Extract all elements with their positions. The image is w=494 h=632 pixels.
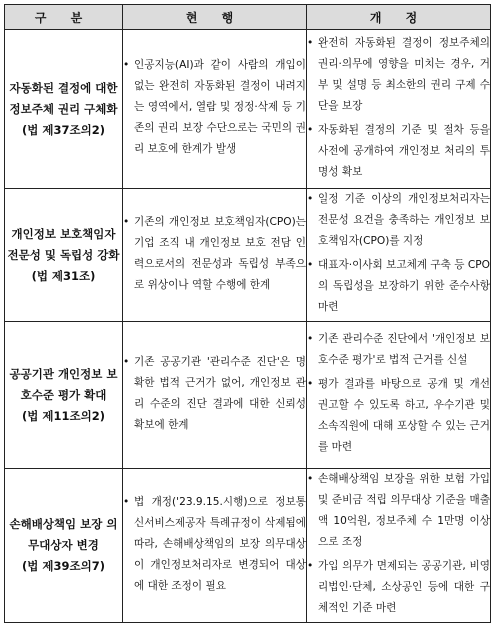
revised-cell bbox=[307, 469, 491, 623]
bullet-item: • 손해배상책임 보장을 위한 보험 가입 및 준비금 적립 의무대상 기준을 매출액 10억원, 정보주체 수 1만명 이상으로 조정 bbox=[307, 469, 490, 553]
bullet-list bbox=[123, 492, 306, 597]
bullet-list bbox=[123, 212, 306, 296]
revised-cell bbox=[307, 322, 491, 469]
category-title: 공공기관 개인정보 보호수준 평가 확대 bbox=[9, 366, 118, 402]
bullet-list bbox=[307, 469, 490, 619]
bullet-item: • 완전히 자동화된 결정이 정보주체의 권리·의무에 영향을 미치는 경우, 거부 및 설명 등 최소한의 권리 구제 수단을 보장 bbox=[307, 33, 490, 117]
header-category: 구 분 bbox=[5, 5, 123, 30]
row-category bbox=[5, 469, 123, 623]
bullet-list bbox=[123, 55, 306, 160]
row-category bbox=[5, 189, 123, 322]
current-cell bbox=[123, 30, 307, 189]
bullet-list bbox=[307, 329, 490, 458]
current-cell bbox=[123, 189, 307, 322]
header-revised: 개 정 bbox=[307, 5, 491, 30]
row-category bbox=[5, 30, 123, 189]
bullet-list bbox=[307, 189, 490, 318]
current-cell bbox=[123, 322, 307, 469]
category-law-ref: (법 제39조의7) bbox=[22, 559, 105, 573]
category-law-ref: (법 제37조의2) bbox=[22, 122, 105, 137]
bullet-item: • 기존 관리수준 진단에서 '개인정보 보호수준 평가'로 법적 근거를 신설 bbox=[307, 329, 490, 371]
bullet-item: • 일정 기준 이상의 개인정보처리자는 전문성 요건을 충족하는 개인정보 보호책임자(CPO)를 지정 bbox=[307, 189, 490, 252]
revised-cell bbox=[307, 189, 491, 322]
header-row bbox=[5, 5, 491, 30]
bullet-item: • 기존 공공기관 '관리수준 진단'은 명확한 법적 근거가 없어, 개인정보 관리 수준의 진단 결과에 대한 신뢰성 확보에 한계 bbox=[123, 352, 306, 436]
header-current: 현 행 bbox=[123, 5, 307, 30]
bullet-item: • 대표자·이사회 보고체계 구축 등 CPO의 독립성을 보장하기 위한 준수사항 마련 bbox=[307, 255, 490, 318]
table-row bbox=[5, 30, 491, 189]
table-row bbox=[5, 322, 491, 469]
category-law-ref: (법 제31조) bbox=[31, 268, 96, 283]
current-cell bbox=[123, 469, 307, 623]
row-category bbox=[5, 322, 123, 469]
bullet-item: • 자동화된 결정의 기준 및 절차 등을 사전에 공개하여 개인정보 처리의 투명성 확보 bbox=[307, 120, 490, 183]
table-row bbox=[5, 189, 491, 322]
bullet-item: • 가입 의무가 면제되는 공공기관, 비영리법인·단체, 소상공인 등에 대한 구체적인 기준 마련 bbox=[307, 556, 490, 619]
bullet-list bbox=[307, 33, 490, 183]
table-row bbox=[5, 469, 491, 623]
bullet-item: • 법 개정('23.9.15.시행)으로 정보통신서비스제공자 특례규정이 삭제됨에 따라, 손해배상책임의 보장 의무대상이 개인정보처리자로 변경되어 대상에 대한 조정이 필요 bbox=[123, 492, 306, 597]
comparison-table bbox=[4, 4, 491, 623]
category-title: 자동화된 결정에 대한 정보주체 권리 구체화 bbox=[9, 80, 118, 116]
bullet-list bbox=[123, 352, 306, 436]
bullet-item: • 인공지능(AI)과 같이 사람의 개입이 없는 완전히 자동화된 결정이 내려지는 영역에서, 열람 및 정정·삭제 등 기존의 권리 보장 수단으로는 국민의 권리 보호에 한계가 발생 bbox=[123, 55, 306, 160]
revised-cell bbox=[307, 30, 491, 189]
bullet-item: • 평가 결과를 바탕으로 공개 및 개선 권고할 수 있도록 하고, 우수기관 및 소속직원에 대해 포상할 수 있는 근거를 마련 bbox=[307, 374, 490, 458]
bullet-item: • 기존의 개인정보 보호책임자(CPO)는 기업 조직 내 개인정보 보호 전담 인력으로서의 전문성과 독립성 부족으로 위상이나 역할 수행에 한계 bbox=[123, 212, 306, 296]
category-law-ref: (법 제11조의2) bbox=[22, 408, 105, 423]
category-title: 개인정보 보호책임자 전문성 및 독립성 강화 bbox=[7, 226, 120, 262]
category-title: 손해배상책임 보장 의무대상자 변경 bbox=[9, 517, 118, 552]
